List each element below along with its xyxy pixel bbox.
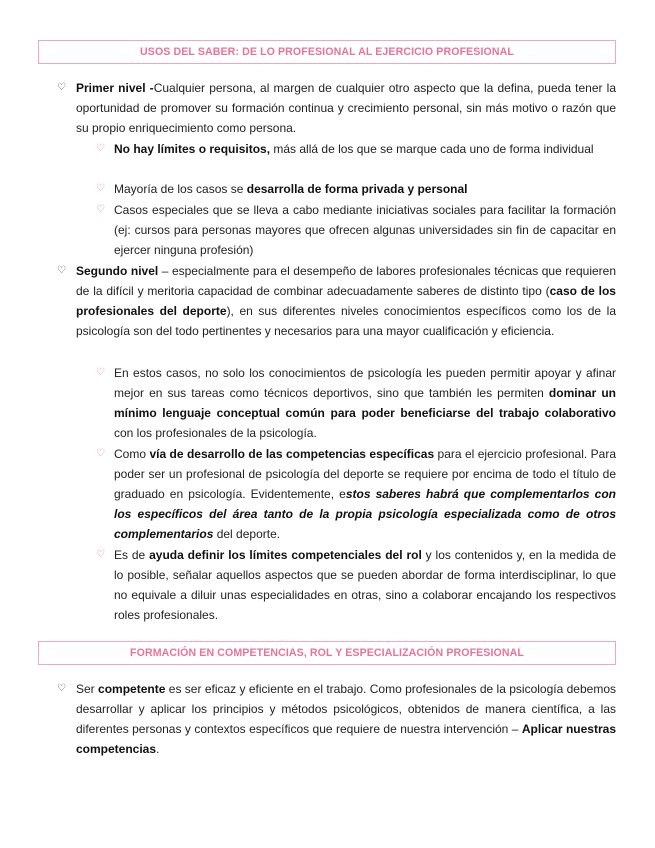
heart-pink-icon: ♡ [96, 204, 105, 215]
heart-outline-icon: ♡ [57, 265, 66, 276]
section-heading-usos-del-saber: USOS DEL SABER: DE LO PROFESIONAL AL EJERCICIO PROFESIONAL [38, 40, 616, 64]
heart-pink-icon: ♡ [96, 183, 105, 194]
paragraph-ser-competente: Ser competente es ser eficaz y eficiente en el trabajo. Como profesionales de la psicología debemos desarrollar y aplicar los principios y métodos psicológicos, obtenidos de manera científica, a las diferentes personas y contextos específicos que requiere de nuestra intervención – Aplicar nuestras competencias. [76, 682, 616, 756]
subitem-casos-especiales: Casos especiales que se lleva a cabo mediante iniciativas sociales para facilitar la formación (ej: cursos para personas mayores que ofrecen algunas universidades sin fin de capacitar en ejercer ninguna profesión) [114, 203, 616, 257]
term-primer-nivel: Primer nivel - [76, 81, 154, 95]
heart-pink-icon: ♡ [96, 448, 105, 459]
subitem-ayuda-definir: Es de ayuda definir los límites competenciales del rol y los contenidos y, en la medida de lo posible, señalar aquellos aspectos que se pueden abordar de forma interdisciplinar, lo que no equivale a diluir unas especialidades en otras, sino a colaborar encajando los respectivos roles profesionales. [114, 548, 616, 622]
heart-outline-icon: ♡ [57, 683, 66, 694]
heart-pink-icon: ♡ [96, 549, 105, 560]
paragraph-segundo-nivel: Segundo nivel – especialmente para el desempeño de labores profesionales técnicas que requieren de la difícil y meritoria capacidad de combinar adecuadamente saberes de distinto tipo (caso de los profesionales del deporte), en sus diferentes niveles conocimientos específicos como los de la psicología son del todo pertinentes y necesarios para una mayor cualificación y eficiencia. [76, 264, 617, 338]
heart-pink-icon: ♡ [96, 367, 105, 378]
subitem-via-desarrollo: Como vía de desarrollo de las competencias específicas para el ejercicio profesional. Para poder ser un profesional de psicología del deporte se requiere por encima de todo el título de graduado en psicología. Evidentemente, estos saberes habrá que complementarlos con los específicos del área tanto de la propia psicología especializada como de otros complementarios del deporte. [114, 447, 617, 541]
subitem-estos-casos: En estos casos, no solo los conocimientos de psicología les pueden permitir apoyar y afinar mejor en sus tareas como técnicos deportivos, sino que también les permiten dominar un mínimo lenguaje conceptual común para poder beneficiarse del trabajo colaborativo con los profesionales de la psicología. [114, 366, 616, 440]
heart-pink-icon: ♡ [96, 143, 105, 154]
section-heading-formacion-competencias: FORMACIÓN EN COMPETENCIAS, ROL Y ESPECIALIZACIÓN PROFESIONAL [38, 641, 616, 665]
heart-outline-icon: ♡ [57, 82, 66, 93]
subitem-no-limites: No hay límites o requisitos, más allá de los que se marque cada uno de forma individual [114, 142, 594, 156]
paragraph-primer-nivel: Primer nivel -Cualquier persona, al margen de cualquier otro aspecto que la defina, pueda tener la oportunidad de promover su formación continua y crecimiento personal, sin más motivo o razón que su propio enriquecimiento como persona. [76, 81, 617, 135]
subitem-mayoria-casos: Mayoría de los casos se desarrolla de forma privada y personal [114, 182, 468, 196]
